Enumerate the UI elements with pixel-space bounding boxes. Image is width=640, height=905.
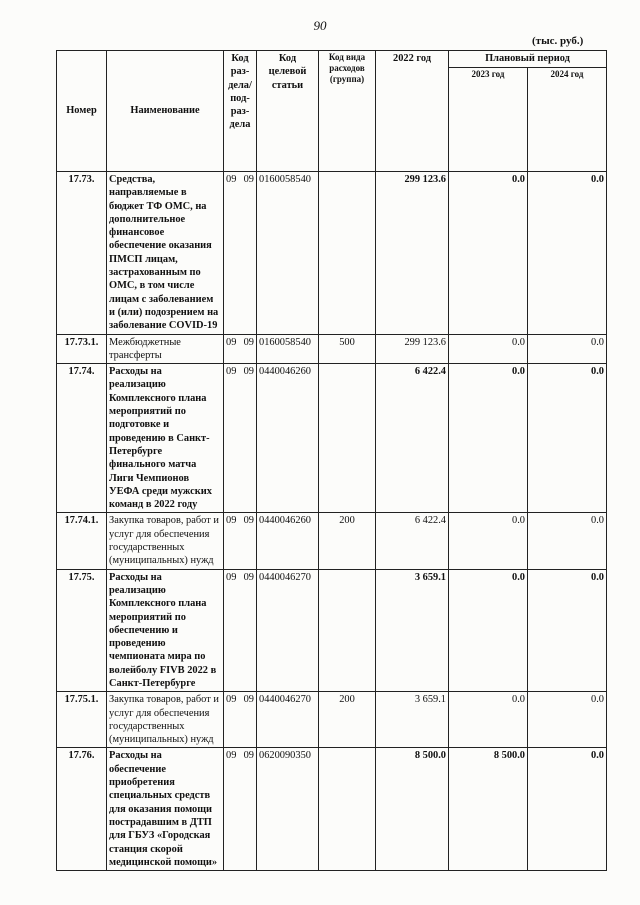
page-number: 90 — [313, 18, 327, 33]
row-section-code — [224, 748, 257, 871]
section: 09 — [226, 336, 237, 348]
row-amount-2022: 3 659.1 — [376, 692, 449, 748]
row-section-code — [224, 513, 257, 569]
row-number: 17.73. — [57, 172, 107, 335]
subsection: 09 — [243, 174, 254, 185]
header-expense-type-code: Код вида расходов (группа) — [319, 51, 376, 172]
row-name: Расходы на реализацию Комплексного плана мероприятий по обеспечению и проведению чемпионата мира по волейболу FIVB 2022 в Санкт-Петербурге — [107, 569, 224, 692]
row-target-code: 0160058540 — [257, 172, 319, 335]
row-name: Межбюджетные трансферты — [107, 334, 224, 364]
subsection: 09 — [243, 750, 254, 762]
row-number: 17.73.1. — [57, 334, 107, 364]
row-target-code: 0440046270 — [257, 692, 319, 748]
row-amount-2023: 0.0 — [449, 334, 528, 364]
subsection: 09 — [243, 694, 254, 706]
row-amount-2023: 0.0 — [449, 692, 528, 748]
row-name: Средства, направляемые в бюджет ТФ ОМС, на дополнительное финансовое обеспечение оказания ПМСП лицам, застрахованным по ОМС, в том числе лицам с заболеванием и (или) подозрением на заболевание COVID-19 — [107, 172, 224, 335]
row-expense-type: 200 — [319, 513, 376, 569]
row-amount-2022: 299 123.6 — [376, 334, 449, 364]
row-amount-2022: 3 659.1 — [376, 569, 449, 692]
row-target-code: 0440046270 — [257, 569, 319, 692]
header-2022: 2022 год — [376, 51, 449, 172]
row-amount-2024: 0.0 — [528, 569, 607, 692]
row-section-code — [224, 569, 257, 692]
table-row — [57, 569, 607, 692]
row-expense-type: 500 — [319, 334, 376, 364]
table-row — [57, 513, 607, 569]
header-section-code: Код раз-дела/ под-раз-дела — [224, 51, 257, 172]
row-amount-2023: 0.0 — [449, 513, 528, 569]
header-target-code: Код целевой статьи — [257, 51, 319, 172]
table-row — [57, 334, 607, 364]
subsection: 09 — [243, 571, 254, 583]
row-name: Расходы на реализацию Комплексного плана мероприятий по подготовке и проведению в Санкт-Петербурге финального матча Лиги Чемпионов УЕФА среди мужских команд в 2022 году — [107, 364, 224, 513]
subsection: 09 — [243, 336, 254, 348]
row-number: 17.75.1. — [57, 692, 107, 748]
section: 09 — [226, 174, 237, 185]
section: 09 — [226, 571, 237, 583]
subsection: 09 — [243, 515, 254, 527]
row-number: 17.74. — [57, 364, 107, 513]
section: 09 — [226, 694, 237, 706]
row-target-code: 0440046260 — [257, 364, 319, 513]
header-2023: 2023 год — [449, 68, 528, 172]
row-number: 17.75. — [57, 569, 107, 692]
row-expense-type — [319, 172, 376, 335]
section: 09 — [226, 750, 237, 762]
header-number: Номер — [57, 51, 107, 172]
row-amount-2024: 0.0 — [528, 692, 607, 748]
row-expense-type — [319, 748, 376, 871]
row-amount-2022: 6 422.4 — [376, 364, 449, 513]
row-name: Расходы на обеспечение приобретения специальных средств для оказания помощи пострадавшим в ДТП для ГБУЗ «Городская станция скорой медицинской помощи» — [107, 748, 224, 871]
row-amount-2024: 0.0 — [528, 172, 607, 335]
row-number: 17.76. — [57, 748, 107, 871]
row-amount-2024: 0.0 — [528, 364, 607, 513]
table-row — [57, 364, 607, 513]
row-amount-2022: 8 500.0 — [376, 748, 449, 871]
header-2024: 2024 год — [528, 68, 607, 172]
row-expense-type: 200 — [319, 692, 376, 748]
units-label: (тыс. руб.) — [532, 35, 584, 47]
row-amount-2024: 0.0 — [528, 513, 607, 569]
section: 09 — [226, 366, 237, 378]
row-target-code: 0440046260 — [257, 513, 319, 569]
header-plan-period: Плановый период — [449, 51, 607, 68]
row-expense-type — [319, 569, 376, 692]
row-section-code — [224, 692, 257, 748]
row-amount-2022: 299 123.6 — [376, 172, 449, 335]
row-amount-2023: 0.0 — [449, 569, 528, 692]
section: 09 — [226, 515, 237, 527]
row-section-code — [224, 334, 257, 364]
header-name: Наименование — [107, 51, 224, 172]
row-target-code: 0160058540 — [257, 334, 319, 364]
budget-table — [56, 50, 607, 871]
row-amount-2023: 8 500.0 — [449, 748, 528, 871]
table-row — [57, 692, 607, 748]
row-number: 17.74.1. — [57, 513, 107, 569]
table-row — [57, 172, 607, 335]
row-section-code — [224, 364, 257, 513]
row-amount-2022: 6 422.4 — [376, 513, 449, 569]
row-amount-2023: 0.0 — [449, 364, 528, 513]
table-row — [57, 748, 607, 871]
subsection: 09 — [243, 366, 254, 378]
row-amount-2024: 0.0 — [528, 748, 607, 871]
row-amount-2023: 0.0 — [449, 172, 528, 335]
row-name: Закупка товаров, работ и услуг для обеспечения государственных (муниципальных) нужд — [107, 692, 224, 748]
row-name: Закупка товаров, работ и услуг для обеспечения государственных (муниципальных) нужд — [107, 513, 224, 569]
row-expense-type — [319, 364, 376, 513]
row-target-code: 0620090350 — [257, 748, 319, 871]
row-amount-2024: 0.0 — [528, 334, 607, 364]
row-section-code — [224, 172, 257, 335]
